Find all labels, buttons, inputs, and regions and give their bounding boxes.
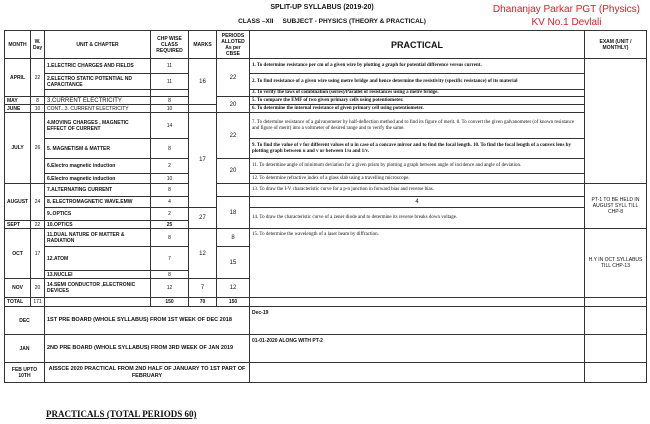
unit-cell: CONT...3. CURRENT ELECTRICITY (45, 105, 151, 113)
unit-cell: 5. MAGNETISM & MATTER (45, 139, 151, 159)
chp-cell: 8 (151, 271, 189, 279)
month-cell: MAY (5, 97, 31, 105)
syllabus-table (4, 30, 647, 383)
practical-cell: 2. To find resistance of a given wire using metre bridge and hence determine the resistivity (specific resistance) of its material (250, 74, 585, 90)
periods-cell: 150 (217, 298, 250, 307)
unit-cell (45, 298, 151, 307)
chp-cell: 25 (151, 221, 189, 229)
chp-cell: 8 (151, 229, 189, 247)
marks-cell: 18 (217, 197, 250, 229)
table-row (5, 208, 647, 221)
chp-cell: 11 (151, 74, 189, 90)
unit-cell: 4.MOVING CHARGES , MAGNETIC EFFECT OF CURRENT (45, 113, 151, 139)
periods-cell: 8 (217, 229, 250, 247)
subject-label: SUBJECT - PHYSICS (THEORY & PRACTICAL) (282, 18, 426, 25)
unit-cell: 2ND PRE BOARD (WHOLE SYLLABUS) FROM 3RD WEEK OF JAN 2019 (45, 335, 250, 363)
practical-cell: 3. To verify the laws of combination (series)/Parallel of resistances using a metre bridge. (250, 90, 585, 97)
practical-cell (250, 363, 585, 383)
practicals-footer: PRACTICALS (TOTAL PERIODS 60) (46, 409, 197, 419)
col-exam: EXAM (UNIT / MONTHLY) (585, 31, 647, 59)
table-row (5, 139, 647, 159)
practical-cell: Dec-19 (250, 307, 585, 335)
chp-cell: 150 (151, 298, 189, 307)
month-cell: SEPT (5, 221, 31, 229)
table-row (5, 90, 647, 97)
days-cell: 22 (31, 59, 45, 97)
unit-cell: 2.ELECTRO STATIC POTENTIAL ND CAPACITANCE (45, 74, 151, 90)
exam-cell (585, 307, 647, 335)
col-marks: MARKS (189, 31, 217, 59)
practical-cell: 9. To find the value of v for different values of u in case of a concave mirror and to find the focal length. 10. To find the focal length of a convex lens by plotting graph between u and v or between 1/u and 1/v. (250, 139, 585, 159)
marks-cell: 12 (189, 229, 217, 279)
table-row (5, 97, 647, 105)
days-cell: 10 (31, 105, 45, 113)
days-cell: 20 (31, 279, 45, 298)
author-credit (493, 3, 640, 29)
days-cell: 171 (31, 298, 45, 307)
table-row (5, 197, 647, 208)
col-month: MONTH (5, 31, 31, 59)
month-cell: TOTAL (5, 298, 31, 307)
table-row (5, 159, 647, 174)
marks-cell: 16 (189, 59, 217, 105)
col-unit: UNIT & CHAPTER (45, 31, 151, 59)
practical-cell: 7. To determine resistance of a galvanometer by half-deflection method and to find its figure of merit. 8. To convert the given galvanometer (of known resistance and figure of merit) into a voltmeter of desired range and to verify the same. (250, 113, 585, 139)
chp-cell: 10 (151, 105, 189, 113)
days-cell: 22 (31, 221, 45, 229)
practical-cell: 15. To determine the wavelength of a laser beam by diffraction. (250, 229, 585, 298)
unit-cell: 9..OPTICS (45, 208, 151, 221)
chp-cell: 10 (151, 174, 189, 184)
practical-cell: 01-01-2020 ALONG WITH PT-2 (250, 335, 585, 363)
document-title: SPLIT-UP SYLLABUS (2019-20) (270, 4, 374, 11)
marks-cell: 70 (189, 298, 217, 307)
table-row (5, 174, 647, 184)
periods-cell: 15 (217, 247, 250, 279)
table-row (5, 113, 647, 139)
practical-cell: 6. To determine the internal resistance of given primary cell using potentiometer. (250, 105, 585, 113)
days-cell: 26 (31, 113, 45, 184)
unit-cell: 6.Electro magnetic induction (45, 159, 151, 174)
table-row (5, 363, 647, 383)
col-chp: CHP WISE CLASS REQUIRED (151, 31, 189, 59)
chp-cell: 12 (151, 279, 189, 298)
table-row (5, 74, 647, 90)
unit-cell: 13.NUCLEI (45, 271, 151, 279)
chp-cell: 7 (151, 247, 189, 271)
month-cell: NOV (5, 279, 31, 298)
class-label: CLASS –XII (238, 18, 274, 25)
marks-cell: 17 (189, 113, 217, 208)
chp-cell: 2 (151, 159, 189, 174)
col-periods: PERIODS ALLOTED As per CBSE (217, 31, 250, 59)
days-cell: 8 (31, 97, 45, 105)
table-header-row (5, 31, 647, 59)
periods-cell: 12 (217, 279, 250, 298)
practical-cell: 12. To determine refractive index of a glass slab using a travelling microscope. (250, 174, 585, 184)
chp-cell: 8 (151, 97, 189, 105)
month-cell: APRIL (5, 59, 31, 97)
periods-cell: 4 (250, 197, 585, 208)
unit-cell: 14.SEMI CONDUCTOR ,ELECTRONIC DEVICES (45, 279, 151, 298)
unit-cell: 1ST PRE BOARD (WHOLE SYLLABUS) FROM 1ST WEEK OF DEC 2018 (45, 307, 250, 335)
table-row (5, 105, 647, 113)
practical-cell (250, 298, 585, 307)
month-cell: JULY (5, 113, 31, 184)
unit-cell: 11.DUAL NATURE OF MATTER & RADIATION (45, 229, 151, 247)
month-cell: OCT (5, 229, 31, 279)
month-cell: DEC (5, 307, 45, 335)
author-school: KV No.1 Devlali (531, 17, 602, 28)
chp-cell (151, 90, 189, 97)
practical-cell: 13. To draw the I-V characteristic curve for a p-n junction in forward bias and reverse bias. (250, 184, 585, 197)
exam-cell (585, 298, 647, 307)
exam-cell (585, 363, 647, 383)
marks-cell (189, 105, 217, 113)
unit-cell: 3.CURRENT ELECTRICITY (45, 97, 151, 105)
unit-cell: 7.ALTERNATING CURRENT (45, 184, 151, 197)
chp-cell: 8 (151, 184, 189, 197)
unit-cell: 8. ELECTROMAGNETIC WAVE.EMW (45, 197, 151, 208)
periods-cell: 27 (189, 208, 217, 229)
chp-cell: 2 (151, 208, 189, 221)
table-row (5, 335, 647, 363)
month-cell: JAN (5, 335, 45, 363)
unit-cell: AISSCE 2020 PRACTICAL FROM 2ND HALF OF JANUARY TO 1ST PART OF FEBRUARY (45, 363, 250, 383)
practical-cell: 5. To compare the EMF of two given primary cells using potentiometer. (250, 97, 585, 105)
marks-cell: 7 (189, 279, 217, 298)
practical-cell: 1. To determine resistance per cm of a given wire by plotting a graph for potential difference versus current. (250, 59, 585, 74)
month-cell: JUNE (5, 105, 31, 113)
author-name: Dhananjay Parkar PGT (Physics) (492, 4, 640, 15)
unit-cell: 6.Electro magnetic induction (45, 174, 151, 184)
exam-cell (585, 335, 647, 363)
periods-cell: 20 (217, 97, 250, 113)
unit-cell (45, 90, 151, 97)
days-cell: 17 (31, 229, 45, 279)
exam-cell: PT-1 TO BE HELD IN AUGUST SYLL TILL CHP-8 (585, 184, 647, 229)
col-days: W. Day (31, 31, 45, 59)
table-row (5, 229, 647, 247)
periods-cell (217, 184, 250, 197)
exam-cell (585, 59, 647, 184)
month-cell: AUGUST (5, 184, 31, 221)
total-row (5, 298, 647, 307)
table-row (5, 59, 647, 74)
days-cell: 24 (31, 184, 45, 221)
practical-cell: 11. To determine angle of minimum deviation for a given prism by plotting a graph between angle of incidence and angle of deviation. (250, 159, 585, 174)
chp-cell: 11 (151, 59, 189, 74)
periods-cell: 22 (217, 59, 250, 97)
exam-cell: H.Y IN OCT SYLLABUS TILL CHP-13 (585, 229, 647, 298)
unit-cell: 12.ATOM (45, 247, 151, 271)
periods-cell: 22 (217, 113, 250, 159)
chp-cell: 14 (151, 113, 189, 139)
periods-cell: 20 (217, 159, 250, 184)
unit-cell: 1.ELECTRIC CHARGES AND FIELDS (45, 59, 151, 74)
col-practical: PRACTICAL (250, 31, 585, 59)
table-row (5, 184, 647, 197)
practical-cell: 14. To draw the characteristic curve of a zener diode and to determine its reverse breaks down voltage. (250, 208, 585, 229)
table-row (5, 307, 647, 335)
chp-cell: 8 (151, 139, 189, 159)
chp-cell: 4 (151, 197, 189, 208)
document-subtitle (212, 18, 452, 25)
unit-cell: 10.OPTICS (45, 221, 151, 229)
month-cell: FEB UPTO 10TH (5, 363, 45, 383)
